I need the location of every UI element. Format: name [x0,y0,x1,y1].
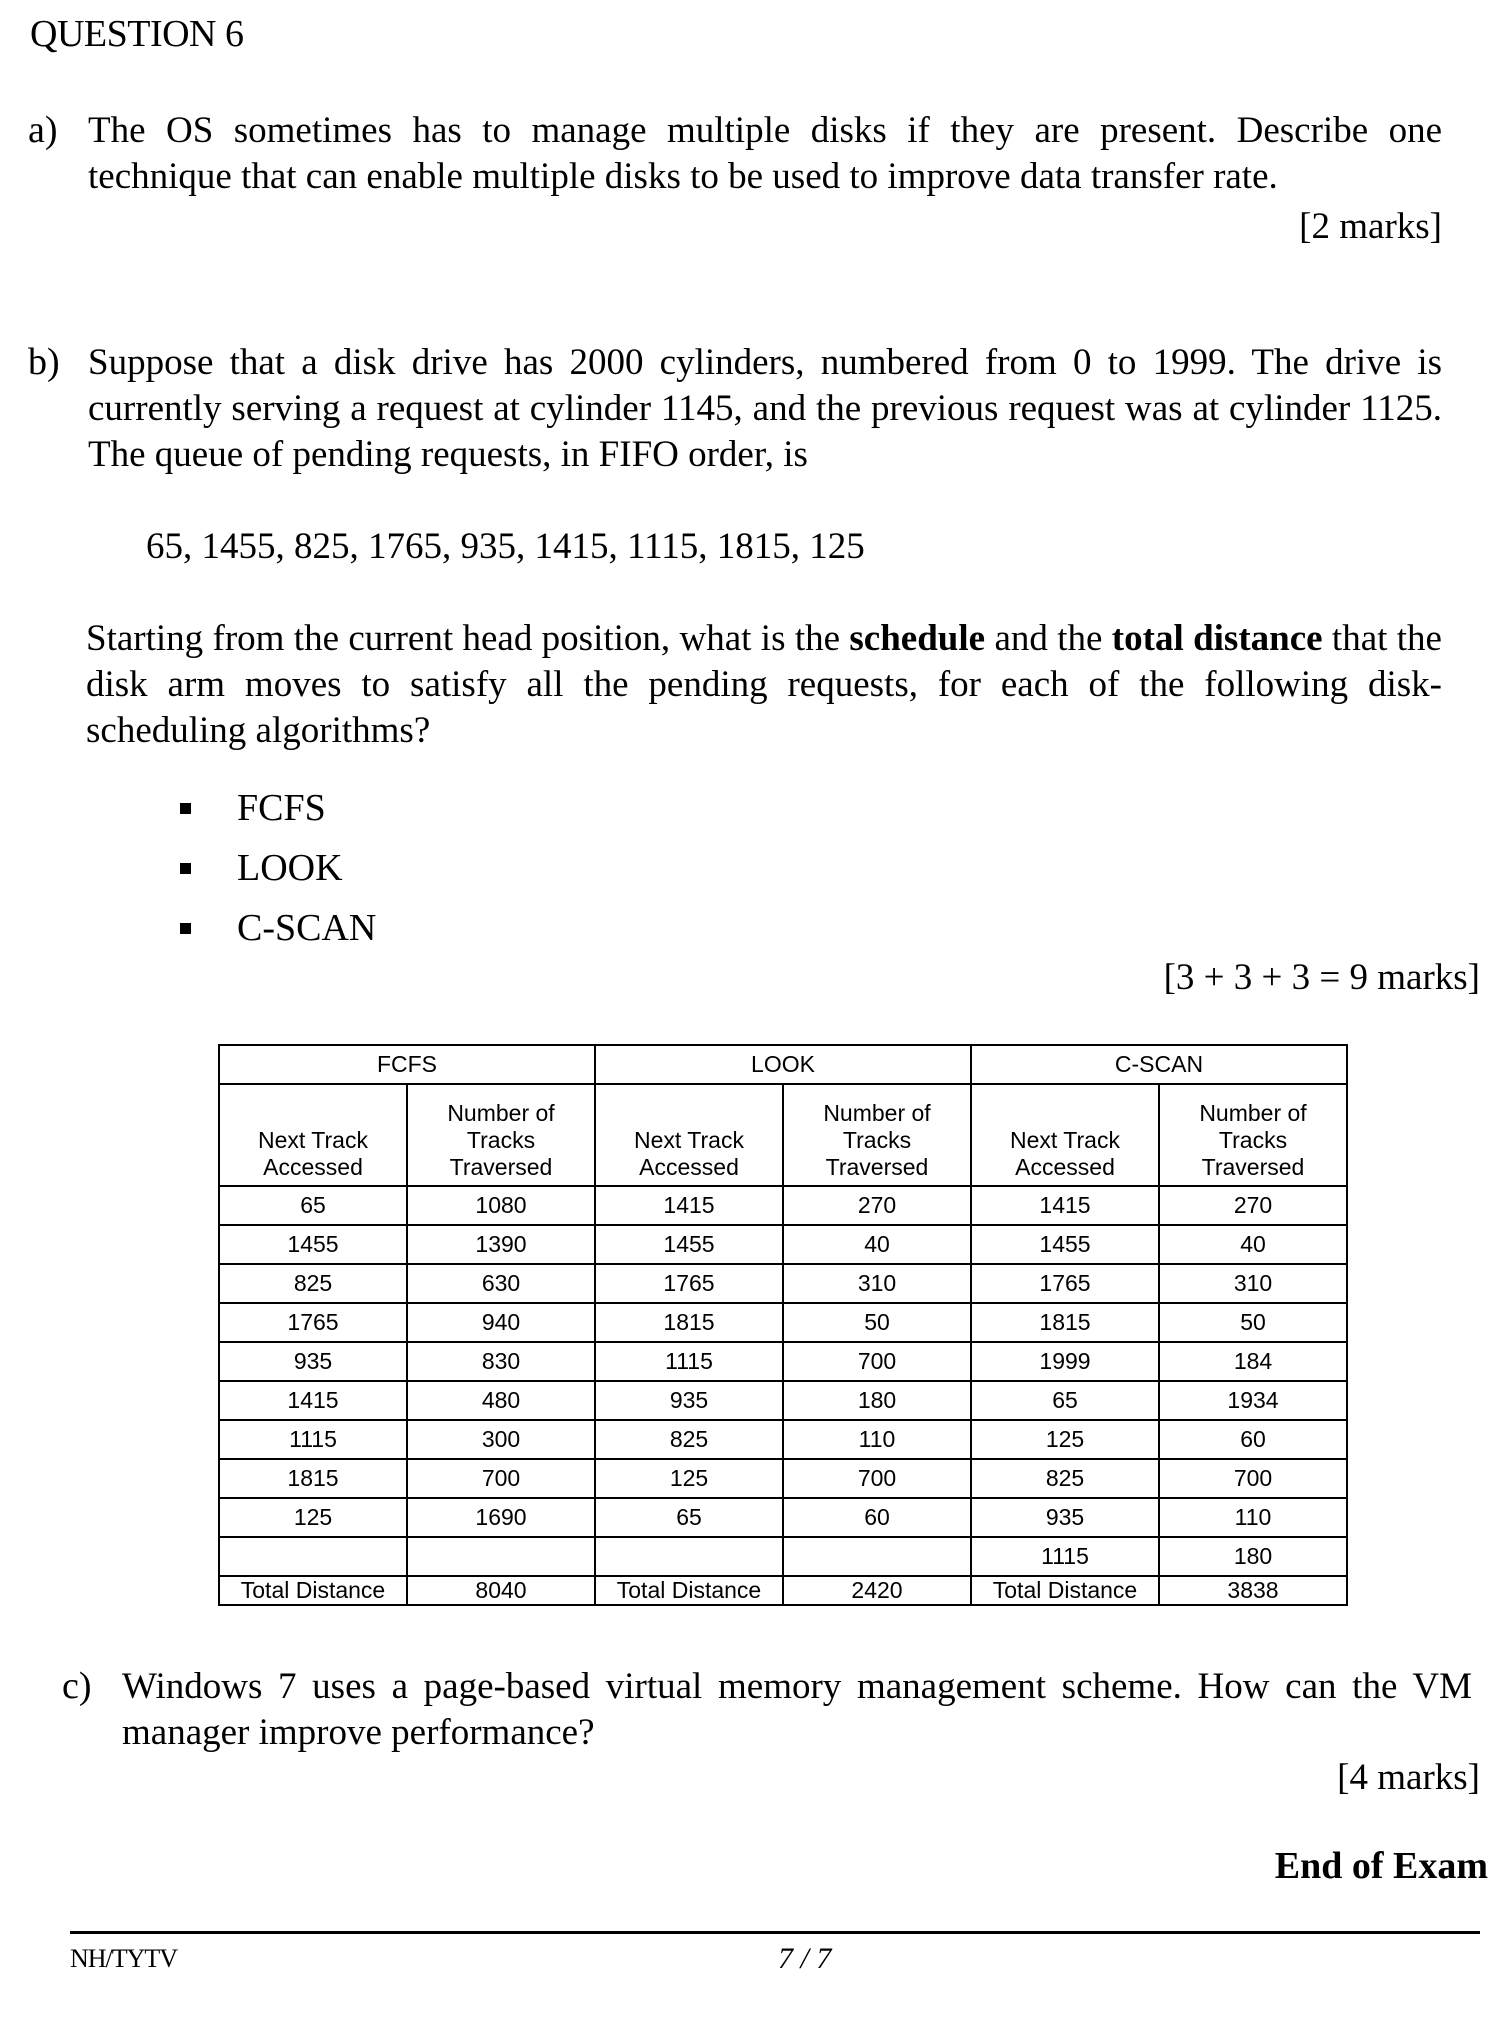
cell-fcfs-next-track: 935 [219,1342,407,1381]
request-queue: 65, 1455, 825, 1765, 935, 1415, 1115, 1815, 125 [146,526,865,567]
cell-fcfs-next-track: 1415 [219,1381,407,1420]
column-header-tracks-traversed [783,1084,971,1186]
header-line: Tracks [1218,1127,1288,1153]
cell-cscan-tracks-traversed: 1934 [1159,1381,1347,1420]
header-line: Tracks [466,1127,536,1153]
header-line: Accessed [639,1154,739,1180]
footer-code: NH/TYTV [70,1944,178,1973]
header-line: Traversed [449,1154,553,1180]
header-line: Next Track [258,1127,368,1153]
cell-look-next-track [595,1537,783,1576]
cell-fcfs-next-track: 1455 [219,1225,407,1264]
cell-fcfs-tracks-traversed: 830 [407,1342,595,1381]
cell-cscan-tracks-traversed: 184 [1159,1342,1347,1381]
table-row [219,1264,1347,1303]
cell-fcfs-next-track: 1115 [219,1420,407,1459]
cell-cscan-tracks-traversed: 310 [1159,1264,1347,1303]
cell-fcfs-next-track: 1815 [219,1459,407,1498]
cell-fcfs-next-track: 1765 [219,1303,407,1342]
table-row [219,1225,1347,1264]
cell-look-tracks-traversed [783,1537,971,1576]
cell-fcfs-tracks-traversed: 940 [407,1303,595,1342]
square-bullet-icon [180,863,191,874]
cell-cscan-next-track: 65 [971,1381,1159,1420]
header-line: Tracks [842,1127,912,1153]
header-line: Next Track [634,1127,744,1153]
cell-look-tracks-traversed: 310 [783,1264,971,1303]
cell-look-tracks-traversed: 60 [783,1498,971,1537]
total-label: Total Distance [971,1576,1159,1605]
total-label: Total Distance [595,1576,783,1605]
column-header-next-track [219,1084,407,1186]
algorithm-label: LOOK [237,847,343,889]
header-line: Number of [823,1100,931,1126]
cell-fcfs-tracks-traversed: 1080 [407,1186,595,1225]
total-row [219,1576,1347,1605]
cell-cscan-tracks-traversed: 180 [1159,1537,1347,1576]
cell-fcfs-next-track: 825 [219,1264,407,1303]
cell-cscan-tracks-traversed: 110 [1159,1498,1347,1537]
column-header-next-track [595,1084,783,1186]
cell-look-tracks-traversed: 40 [783,1225,971,1264]
square-bullet-icon [180,803,191,814]
part-a-text: The OS sometimes has to manage multiple disks if they are present. Describe one technique that can enable multiple disks to be used to improve data transfer rate. [88,110,1442,197]
total-fcfs: 8040 [407,1576,595,1605]
cell-look-next-track: 825 [595,1420,783,1459]
header-line: Accessed [1015,1154,1115,1180]
cell-look-next-track: 1415 [595,1186,783,1225]
cell-cscan-tracks-traversed: 270 [1159,1186,1347,1225]
part-b-text: Suppose that a disk drive has 2000 cylinders, numbered from 0 to 1999. The drive is currently serving a request at cylinder 1145, and the previous request was at cylinder 1125. The queue of pending requests, in FIFO order, is [88,342,1442,475]
table-body [219,1186,1347,1576]
cell-cscan-next-track: 825 [971,1459,1159,1498]
cell-look-next-track: 1455 [595,1225,783,1264]
instruction-text: and the [985,618,1112,659]
group-header-cscan: C-SCAN [971,1045,1347,1084]
cell-cscan-next-track: 1455 [971,1225,1159,1264]
header-line: Next Track [1010,1127,1120,1153]
cell-cscan-next-track: 1999 [971,1342,1159,1381]
footer-divider [70,1931,1480,1934]
cell-fcfs-tracks-traversed: 1390 [407,1225,595,1264]
header-line: Accessed [263,1154,363,1180]
cell-look-next-track: 65 [595,1498,783,1537]
cell-cscan-tracks-traversed: 700 [1159,1459,1347,1498]
cell-look-next-track: 125 [595,1459,783,1498]
header-line: Traversed [825,1154,929,1180]
cell-look-next-track: 1765 [595,1264,783,1303]
cell-fcfs-tracks-traversed: 630 [407,1264,595,1303]
part-a-marks: [2 marks] [1299,206,1442,247]
algorithm-item [180,778,376,838]
cell-cscan-next-track: 1815 [971,1303,1159,1342]
total-label: Total Distance [219,1576,407,1605]
algorithm-item [180,838,376,898]
cell-cscan-tracks-traversed: 50 [1159,1303,1347,1342]
cell-look-tracks-traversed: 700 [783,1459,971,1498]
question-title: QUESTION 6 [30,13,244,55]
group-header-row [219,1045,1347,1084]
cell-fcfs-next-track [219,1537,407,1576]
cell-look-tracks-traversed: 180 [783,1381,971,1420]
cell-cscan-tracks-traversed: 40 [1159,1225,1347,1264]
header-line: Traversed [1201,1154,1305,1180]
cell-look-tracks-traversed: 110 [783,1420,971,1459]
column-header-tracks-traversed [407,1084,595,1186]
cell-cscan-next-track: 1765 [971,1264,1159,1303]
algorithm-label: C-SCAN [237,907,377,949]
algorithm-label: FCFS [237,787,326,829]
instruction-bold-schedule: schedule [849,618,986,659]
cell-fcfs-tracks-traversed: 300 [407,1420,595,1459]
instruction-text: that the disk arm moves to satisfy all the pending requests, for each of the following disk-scheduling algorithms? [86,618,1442,751]
group-header-fcfs: FCFS [219,1045,595,1084]
square-bullet-icon [180,923,191,934]
total-cscan: 3838 [1159,1576,1347,1605]
table-row [219,1186,1347,1225]
table-row [219,1342,1347,1381]
instruction-bold-total-distance: total distance [1111,618,1323,659]
part-b-marks: [3 + 3 + 3 = 9 marks] [1163,957,1480,998]
table-row [219,1303,1347,1342]
cell-fcfs-tracks-traversed [407,1537,595,1576]
group-header-look: LOOK [595,1045,971,1084]
end-of-exam: End of Exam [1274,1845,1488,1887]
cell-cscan-next-track: 1115 [971,1537,1159,1576]
algorithm-item [180,898,376,958]
cell-look-next-track: 935 [595,1381,783,1420]
instruction-text: Starting from the current head position, what is the [86,618,850,659]
cell-look-tracks-traversed: 700 [783,1342,971,1381]
column-header-tracks-traversed [1159,1084,1347,1186]
part-c-label: c) [62,1665,92,1707]
table-row [219,1381,1347,1420]
column-header-row [219,1084,1347,1186]
column-header-next-track [971,1084,1159,1186]
cell-fcfs-next-track: 65 [219,1186,407,1225]
cell-cscan-next-track: 1415 [971,1186,1159,1225]
cell-look-tracks-traversed: 270 [783,1186,971,1225]
part-b-label: b) [28,341,60,383]
cell-cscan-tracks-traversed: 60 [1159,1420,1347,1459]
part-c-text: Windows 7 uses a page-based virtual memory management scheme. How can the VM manager improve performance? [122,1666,1472,1753]
table-row [219,1459,1347,1498]
part-a-label: a) [28,109,58,151]
cell-fcfs-tracks-traversed: 700 [407,1459,595,1498]
table-row [219,1498,1347,1537]
cell-look-next-track: 1815 [595,1303,783,1342]
cell-fcfs-next-track: 125 [219,1498,407,1537]
table-row [219,1537,1347,1576]
cell-fcfs-tracks-traversed: 480 [407,1381,595,1420]
answer-table [218,1044,1348,1606]
total-look: 2420 [783,1576,971,1605]
algorithm-list [180,778,376,958]
header-line: Number of [1199,1100,1307,1126]
cell-look-next-track: 1115 [595,1342,783,1381]
cell-fcfs-tracks-traversed: 1690 [407,1498,595,1537]
part-b-instruction [86,616,1442,754]
cell-cscan-next-track: 935 [971,1498,1159,1537]
header-line: Number of [447,1100,555,1126]
part-c-marks: [4 marks] [1337,1757,1480,1798]
table-row [219,1420,1347,1459]
cell-cscan-next-track: 125 [971,1420,1159,1459]
cell-look-tracks-traversed: 50 [783,1303,971,1342]
page-number: 7 / 7 [778,1942,832,1975]
